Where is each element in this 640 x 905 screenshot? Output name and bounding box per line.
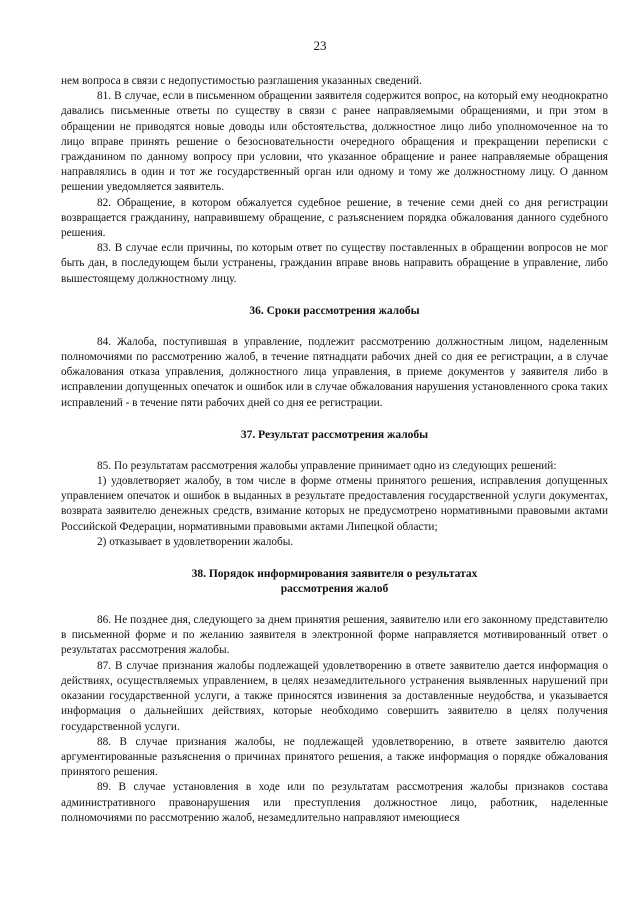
paragraph-84: 84. Жалоба, поступившая в управление, подлежит рассмотрению должностным лицом, наделенным полномочиями по рассмотрению жалоб, в течение пятнадцати рабочих дней со дня ее регистрации, а в случае обжалования отказа управления, должностного лица управления, в приеме документов у заявителя либо в исправлении допущенных опечаток и ошибок или в случае обжалования нарушения установленного срока таких исправлений - в течение пяти рабочих дней со дня ее регистрации. [61, 335, 608, 409]
list-item-1: 1) удовлетворяет жалобу, в том числе в форме отмены принятого решения, исправления допущенных управлением опечаток и ошибок в выданных в результате предоставления государственной услуги документах, возврата заявителю денежных средств, взимание которых не предусмотрено нормативными правовыми актами Российской Федерации, нормативными правовыми актами Липецкой области; [61, 475, 608, 533]
paragraph-86: 86. Не позднее дня, следующего за днем принятия решения, заявителю или его законному представителю в письменной форме и по желанию заявителя в электронной форме направляется мотивированный ответ о результатах рассмотрения жалобы. [61, 614, 608, 657]
paragraph-continuation: нем вопроса в связи с недопустимостью разглашения указанных сведений. [61, 75, 422, 87]
paragraph-87: 87. В случае признания жалобы подлежащей удовлетворению в ответе заявителю дается информация о действиях, осуществляемых управлением, в целях незамедлительного устранения выявленных нарушений при оказании государственной услуги, а также приносятся извинения за доставленные неудобства, и указывается информация о дальнейших действиях, которые необходимо совершить заявителю в целях получения государственной услуги. [61, 659, 608, 733]
paragraph-82: 82. Обращение, в котором обжалуется судебное решение, в течение семи дней со дня регистрации возвращается гражданину, направившему обращение, с разъяснением порядка обжалования данного судебного решения. [61, 196, 608, 240]
paragraph-85: 85. По результатам рассмотрения жалобы управление принимает одно из следующих решений: [97, 459, 557, 472]
section-36-heading: 36. Сроки рассмотрения жалобы [249, 304, 420, 317]
section-38-heading [61, 567, 608, 597]
list-item-2: 2) отказывает в удовлетворении жалобы. [97, 535, 294, 548]
paragraph-88: 88. В случае признания жалобы, не подлежащей удовлетворению, в ответе заявителю даются аргументированные разъяснения о причинах принятого решения, а также информация о порядке обжалования принятого решения. [61, 735, 608, 779]
section-37-heading: 37. Результат рассмотрения жалобы [240, 428, 429, 441]
paragraph-81: 81. В случае, если в письменном обращении заявителя содержится вопрос, на который ему неоднократно давались письменные ответы по существу в связи с ранее направляемыми обращениями, и при этом в обращении не приводятся новые доводы или обстоятельства, должностное лицо либо уполномоченное на то лицо вправе принять решение о безосновательности очередного обращения и прекращении переписки с гражданином по данному вопросу при условии, что указанное обращение и ранее направляемые обращения направлялись в один и тот же государственный орган или одному и тому же должностному лицу. О данном решении уведомляется заявитель. [61, 90, 608, 194]
section-38-heading-line1: 38. Порядок информирования заявителя о результатах [191, 568, 478, 581]
paragraph-89: 89. В случае установления в ходе или по результатам рассмотрения жалобы признаков состава административного правонарушения или преступления должностное лицо, работник, наделенные полномочиями по рассмотрению жалоб, незамедлительно направляют имеющиеся [61, 781, 608, 824]
section-38-heading-line2: рассмотрения жалоб [280, 583, 389, 596]
page-content [61, 74, 608, 826]
page-number: 23 [313, 38, 327, 53]
paragraph-83: 83. В случае если причины, по которым ответ по существу поставленных в обращении вопросов не мог быть дан, в последующем были устранены, гражданин вправе вновь направить обращение в управление, либо вышестоящему должностному лицу. [61, 242, 608, 285]
